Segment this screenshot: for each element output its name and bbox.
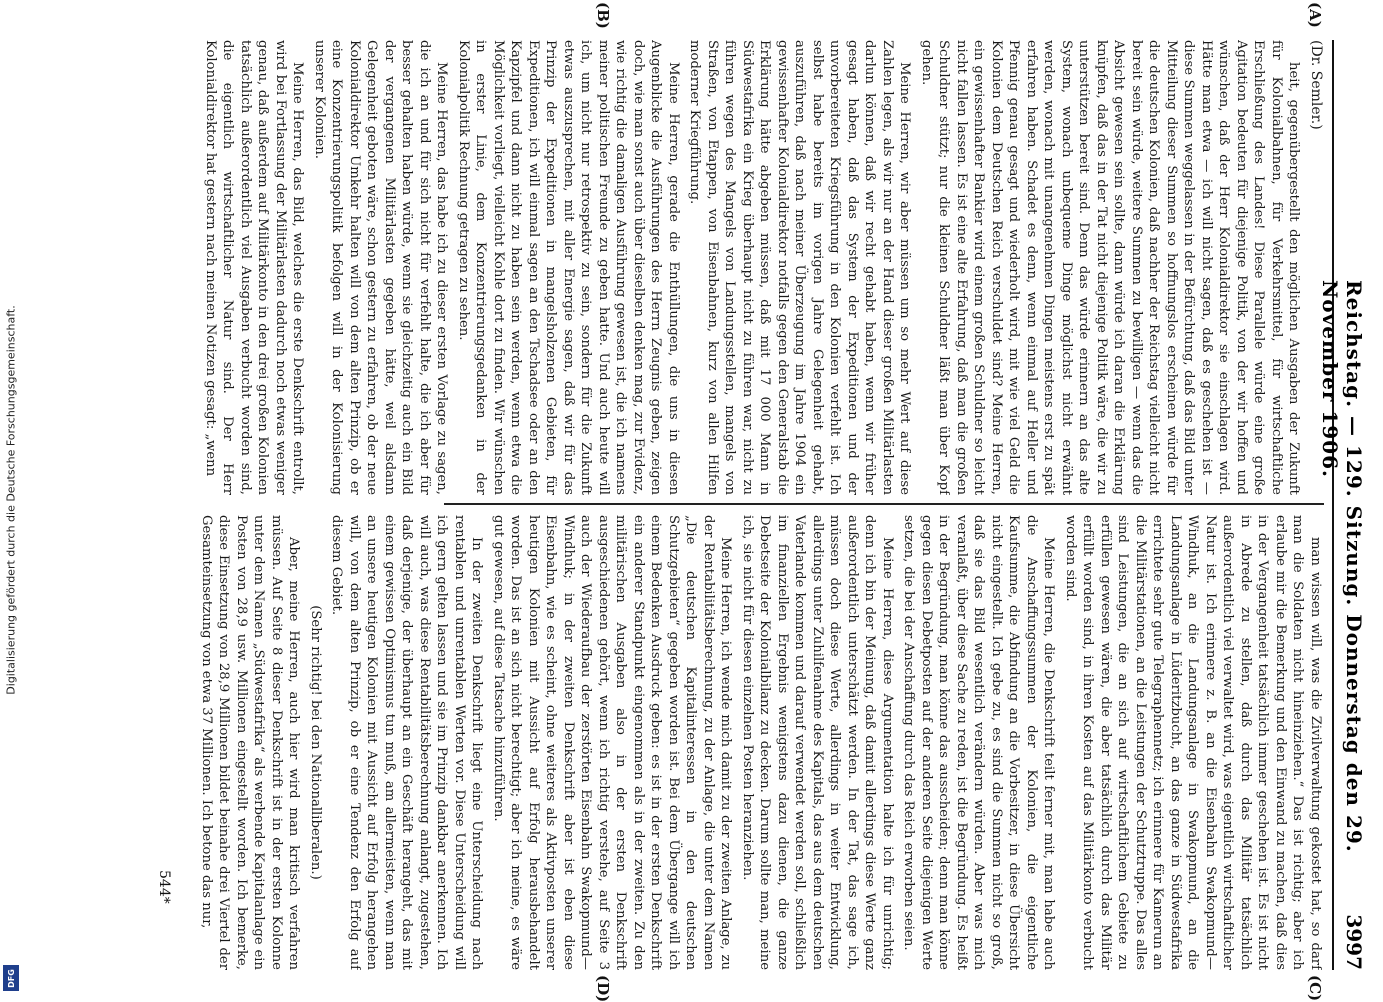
interjection: (Sehr richtig! bei den Nationalliberalen.) [308, 605, 323, 880]
margin-marker-d: (D) [594, 975, 612, 1002]
paragraph: Meine Herren, die Denkschrift teilt ferner mit, man habe auch die Anschaffungssummen der Kolonien, die eigentliche Kaufsumme, die Abfindung an die Vorbesitzer, in diese Übersicht nicht eingestellt. Ich gebe zu, es sind die Summen nicht so groß, daß sie das Bild wesentlich verändern würden. Aber was mich veranlaßt, über diese Sache zu reden, ist die Begründung. Es heißt in der Begründung, man könne das ausscheiden; denn man könne gegen diesen Debetposten auf der anderen Seite diejenigen Werte setzen, die bei der Anschaffung durch das Reich erworben seien. [901, 515, 1057, 970]
page-header [1318, 40, 1374, 970]
paragraph: Meine Herren, das Bild, welches die erste Denkschrift entrollt, wird bei Fortlassung der Militärlasten dadurch noch etwas weniger genau, daß außerdem auf Militärkonto in den drei großen Kolonien tatsächlich außerordentlich viel Ausgaben verbucht worden sind, die eigentlich wirtschaftlicher Natur sind. Der Herr Kolonialdirektor hat gestern nach meinen Notizen gesagt: „wenn [203, 40, 306, 495]
margin-marker-c: (C) [1306, 975, 1324, 1002]
paragraph: Meine Herren, das habe ich zu dieser ersten Vorlage zu sagen, die ich an und für sich nicht für verfehlt halte, die ich aber für besser gehalten haben würde, wenn sie gleichzeitig auch ein Bild der vergangenen Militärlasten gegeben hätte, weil alsdann Gelegenheit geboten wäre, schon gestern zu erfahren, ob der neue Kolonialdirektor Umkehr halten will von dem alten Prinzip, ob er eine Konzentrierungspolitik befolgen will in der Kolonisierung unserer Kolonien. [312, 40, 450, 495]
paragraph: Meine Herren, wir aber müssen um so mehr Wert auf diese Zahlen legen, als wir nur an der Hand dieser großen Militärlasten darlun können, daß wir recht gehabt haben, wenn wir früher gesagt haben, daß das System der Expeditionen und der unvorbereiteten Kriegsführung in den Kolonien verfehlt ist. Ich selbst habe bereits im vorigen Jahre Gelegenheit gehabt, auszuführen, daß nach meiner Überzeugung im Jahre 1904 ein gewissenhafter Kolonialdirektor notfalls gegen den Generalstab die Erklärung hätte abgeben müssen, daß mit 17 000 Mann in Südwestafrika ein Krieg überhaupt nicht zu führen war, nicht zu führen wegen des Mangels von Landungsstellen, mangels von Straßen, von Etappen, von Eisenbahnen, kurz von allen Hilfen moderner Kriegführung. [687, 40, 913, 495]
dfg-logo-text: DFG [6, 968, 16, 988]
paragraph: Meine Herren, ich wende mich damit zu der zweiten Anlage, zu der Rentabilitätsberechnung, zu der Anlage, die unter dem Namen „Die deutschen Kapitalinteressen in den deutschen Schutzgebieten“ gegeben worden ist. Bei dem Übergange will ich einem Bedenken Ausdruck geben: es ist in der ersten Denkschrift ein anderer Standpunkt eingenommen als in der zweiten. Zu den militärischen Ausgaben also in der ersten Denkschrift ausgeschiedenen gehört, wenn ich richtig verstehe, auf Seite 3 auch der Wiederaufbau der zerstörten Eisenbahn Swakopmund—Windhuk; in der zweiten Denkschrift aber ist eben diese Eisenbahn, wie es scheint, ohne weiteres als Aktivposten unserer heutigen Kolonien mit Aussicht auf Erfolg herausbehandelt worden. Das ist an sich nicht berechtigt; aber ich meine, es wäre gut gewesen, auf diese Tatsache hinzuführen. [491, 515, 734, 970]
margin-marker-b: (B) [594, 2, 612, 29]
dfg-logo [3, 965, 19, 991]
column-divider [444, 503, 1324, 505]
right-column [164, 515, 1324, 970]
paragraph: Meine Herren, diese Argumentation halte ich für unrichtig; denn ich bin der Meinung, daß damit allerdings diese Werte ganz außerordentlich unterschätzt werden. In der Tat, das sage ich, müssen doch diese Werte, allerdings in weiter Entwicklung, allerdings unter Zuhilfenahme des Kapitals, das aus dem deutschen Vaterlande kommen und darauf verwendet werden soll, schließlich im finanziellen Ergebnis wenigstens dazu dienen, die ganze Debetseite der Kolonialbilanz zu decken. Darum sollte man, meine ich, sie nicht für diesen einzelnen Posten heranziehen. [740, 515, 895, 970]
page-number: 3997 [1342, 914, 1366, 970]
paragraph: In der zweiten Denkschrift liegt eine Unterscheidung nach rentablen und unrentablen Werten vor. Diese Unterscheidung will ich gern gelten lassen und sie im Prinzip dankbar anerkennen. Ich will auch, was diese Rentabilitätsberechnung anlangt, zugestehen, daß derjenige, der überhaupt an ein Geschäft herangeht, das mit einem gewissen Optimismus tun muß, am allermeisten, wenn man an unsere heutigen Kolonien mit Aussicht auf Erfolg herangehen will, von dem alten Prinzip, ob er eine Tendenz den Erfolg auf diesem Gebiet. [329, 515, 485, 970]
digitization-note: Digitalisierung gefördert durch die Deutsche Forschungsgemeinschaft. [4, 305, 18, 695]
margin-strip [0, 0, 22, 1000]
paragraph: Meine Herren, gerade die Enthüllungen, die uns in diesen Augenblicke die Ausführungen des Herrn Zeugnis geben, zeigen doch, wie man sonst auch über dieselben denken mag, zur Evidenz, wie richtig die damaligen Ausführung gewesen ist, die ich namens meiner politischen Freunde zu geben hatte. Und auch heute will ich, um nicht nur retrospektiv zu sein, sondern für die Zukunft etwas auszusprechen, mit aller Energie sagen, daß wir für das Prinzip der Expeditionen in mangelsholzenen Gebieten, für Expeditionen, ich will einmal sagen an den Tschadsee oder an den Kapzipfel und dann nicht zu haben sein werden, wenn etwa die Möglichkeit vorliegt, vielleicht Kohle dort zu finden. Wir wünschen in erster Linie, dem Konzentrierungsgedanken in der Kolonialpolitik Rechnung getragen zu sehen. [456, 40, 681, 495]
paragraph: Aber, meine Herren, auch hier wird man kritisch verfahren müssen. Auf Seite 8 dieser Denkschrift ist in der ersten Kolonne unter dem Namen „Südwestafrika“ als werbende Kapitalanlage ein Posten von 28,9 usw. Millionen eingestellt worden. Ich bemerke, diese Einsetzung von 28,9 Millionen bildet beinahe drei Viertel der Gesamteinsetzung von etwa 37 Millionen. Ich betone das nur, [199, 515, 302, 970]
scanned-page-area [62, 0, 1382, 1000]
paragraph: heit, gegenübergestellt den möglichen Ausgaben der Zukunft für Kolonialbahnen, für Verkehrsmittel, für wirtschaftliche Erschließung des Landes! Diese Parallele würde eine große Agitation bedeuten für diejenige Politik, von der wir hoffen und wünschen, daß der Herr Kolonialdirektor sie einschlagen wird. Hätte man etwa — ich will nicht sagen, daß es geschehen ist — diese Summen weggelassen in der Befürchtung, daß das Bild unter Mitteilung dieser Summen so hoffnungslos erscheinen würde für die deutschen Kolonien, daß nachher der Reichstag vielleicht nicht bereit sein würde, weitere Summen zu bewilligen — wenn das die Absicht gewesen sein sollte, dann würde ich daran die Erklärung knüpfen, daß das in der Tat nicht diejenige Politik wäre, die wir zu unterstützen bereit sind. Denn das würde erinnern an das alte System, wonach unbequeme Dinge möglichst nicht erwähnt werden, wonach mit unangenehmen Dingen meistens erst zu spät erfahren haben. Schadet es denn, wenn einmal auf Heller und Pfennig genau gesagt und wiederholt wird, mit wie viel Geld die Kolonien dem Deutschen Reich verschuldet sind? Meine Herren, ein gewissenhafter Bankier wird einem großen Schuldner so leicht nicht fallen lassen. Es ist eine alte Erfahrung, daß man die großen Schuldner stützt; nur die kleinen Schuldner läßt man über Kopf gehen. [919, 40, 1302, 495]
speaker-label: (Dr. Semler.) [1308, 40, 1324, 130]
header-title: Reichstag. — 129. Sitzung. Donnerstag den 29. November 1906. [1318, 280, 1366, 853]
sheet-signature: 544* [156, 870, 172, 904]
paragraph: man wissen will, was die Zivilverwaltung gekostet hat, so darf man die Soldaten nicht hineinziehen.“ Das ist richtig; aber ich erlaube mir die Bemerkung und den Einwand zu machen, daß dies in der Vergangenheit tatsächlich immer geschehen ist. Es ist nicht in Abrede zu stellen, daß durch das Militär tatsächlich außerordentlich viel verwaltet wird, was eigentlich wirtschaftlicher Natur ist. Ich erinnere z. B. an die Eisenbahn Swakopmund—Windhuk, an die Landungsanlage in Swakopmund, an die Landungsanlage in Lüderitzbucht, an das ganze in Südwestafrika errichtete sehr gute Telegraphennetz; ich erinnere für Kamerun an die Militärstationen, an die Leistungen der Schutztruppe. Das alles sind Leistungen, die an sich auf wirtschaftlichem Gebiete zu erfüllen gewesen wären, die aber tatsächlich durch das Militär erfüllt worden sind, in ihren Kosten auf das Militärkonto verbucht worden sind. [1063, 515, 1323, 970]
document-page [62, 0, 1382, 1000]
left-column [164, 40, 1324, 495]
margin-marker-a: (A) [1306, 2, 1324, 28]
